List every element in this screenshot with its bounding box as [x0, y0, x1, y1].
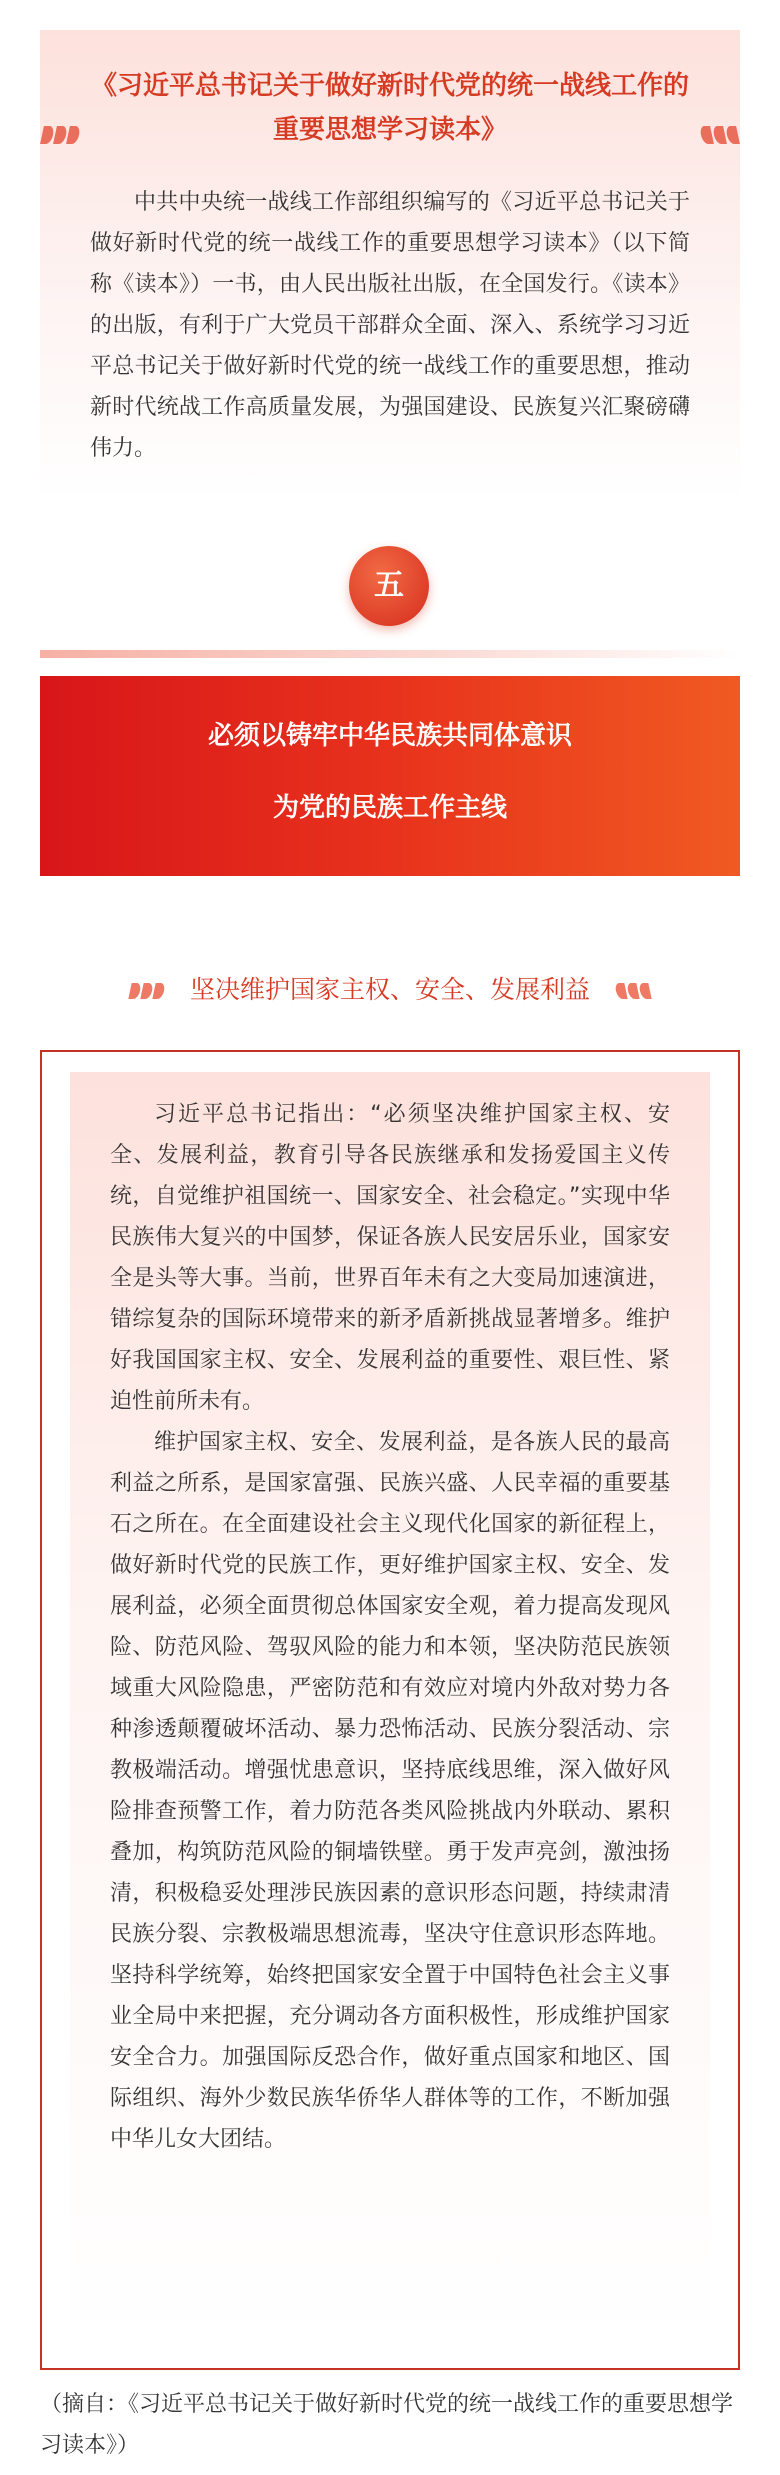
chevron-ornament-left-icon: [130, 983, 164, 999]
content-panel: [70, 1072, 710, 2347]
leaf-ornament-right-icon: [701, 126, 738, 144]
intro-panel: [40, 30, 740, 500]
banner-line-1: 必须以铸牢中华民族共同体意识: [207, 721, 572, 751]
intro-paragraph: 中共中央统一战线工作部组织编写的《习近平总书记关于做好新时代党的统一战线工作的重要思想学习读本》（以下简称《读本》）一书，由人民出版社出版，在全国发行。《读本》的出版，有利于广大党员干部群众全面、深入、系统学习习近平总书记关于做好新时代党的统一战线工作的重要思想，推动新时代统战工作高质量发展，为强国建设、民族复兴汇聚磅礴伟力。: [90, 190, 690, 461]
divider-bar: [40, 650, 740, 658]
chevron-ornament-right-icon: [616, 983, 650, 999]
source-caption: （摘自：《习近平总书记关于做好新时代党的统一战线工作的重要思想学习读本》）: [40, 2392, 734, 2458]
banner-line-2: 为党的民族工作主线: [272, 793, 507, 823]
subheading-text: 坚决维护国家主权、安全、发展利益: [189, 975, 590, 1004]
section-banner: [40, 676, 740, 876]
content-paragraph-2: 维护国家主权、安全、发展利益，是各族人民的最高利益之所系，是国家富强、民族兴盛、人民幸福的重要基石之所在。在全面建设社会主义现代化国家的新征程上，做好新时代党的民族工作，更好维护国家主权、安全、发展利益，必须全面贯彻总体国家安全观，着力提高发现风险、防范风险、驾驭风险的能力和本领，坚决防范民族领域重大风险隐患，严密防范和有效应对境内外敌对势力各种渗透颠覆破坏活动、暴力恐怖活动、民族分裂活动、宗教极端活动。增强忧患意识，坚持底线思维，深入做好风险排查预警工作，着力防范各类风险挑战内外联动、累积叠加，构筑防范风险的铜墙铁壁。勇于发声亮剑，激浊扬清，积极稳妥处理涉民族因素的意识形态问题，持续肃清民族分裂、宗教极端思想流毒，坚决守住意识形态阵地。坚持科学统筹，始终把国家安全置于中国特色社会主义事业全局中来把握，充分调动各方面积极性，形成维护国家安全合力。加强国际反恐合作，做好重点国家和地区、国际组织、海外少数民族华侨华人群体等的工作，不断加强中华儿女大团结。: [110, 1430, 670, 2152]
leaf-ornament-left-icon: [42, 126, 79, 144]
book-title: 《习近平总书记关于做好新时代党的统一战线工作的重要思想学习读本》: [90, 71, 689, 145]
content-frame: [40, 1050, 740, 2370]
subheading: [0, 970, 780, 1010]
content-paragraph-1: 习近平总书记指出：“必须坚决维护国家主权、安全、发展利益，教育引导各民族继承和发扬爱国主义传统，自觉维护祖国统一、国家安全、社会稳定。”实现中华民族伟大复兴的中国梦，保证各族人民安居乐业，国家安全是头等大事。当前，世界百年未有之大变局加速演进，错综复杂的国际环境带来的新矛盾新挑战显著增多。维护好我国国家主权、安全、发展利益的重要性、艰巨性、紧迫性前所未有。: [110, 1102, 670, 1414]
section-number-badge: 五: [349, 546, 429, 626]
